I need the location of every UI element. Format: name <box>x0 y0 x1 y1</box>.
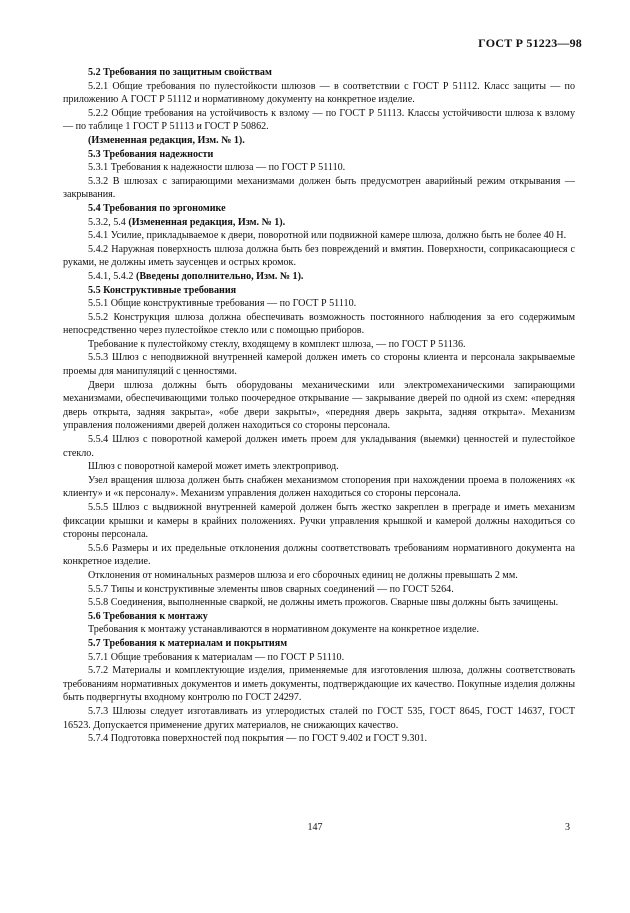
amendment-text: (Введены дополнительно, Изм. № 1). <box>135 270 304 282</box>
section-heading: 5.4 Требования по эргономике <box>88 202 226 214</box>
paragraph: 5.7.1 Общие требования к материалам — по ГОСТ Р 51110. <box>88 651 345 663</box>
amendment-note: (Измененная редакция, Изм. № 1). <box>88 134 245 146</box>
paragraph: 5.5.6 Размеры и их предельные отклонения должны соответствовать требованиям нормативного документа на конкретное изделие. <box>63 542 575 568</box>
paragraph: 5.5.7 Типы и конструктивные элементы швов сварных соединений — по ГОСТ 5264. <box>88 583 454 595</box>
clause-refs: 5.4.1, 5.4.2 <box>88 270 136 282</box>
paragraph: 5.5.3 Шлюз с неподвижной внутренней камерой должен иметь со стороны клиента и персонала закрываемые проемы для манипуляций с ценностями. <box>63 352 575 378</box>
paragraph: Узел вращения шлюза должен быть снабжен механизмом стопорения при нахождении проема в положениях «к клиенту» и «к персоналу». Механизм управления должен находиться со стороны персонала. <box>63 474 575 500</box>
section-heading: 5.3 Требования надежности <box>88 148 214 160</box>
paragraph: Шлюз с поворотной камерой может иметь электропривод. <box>88 461 339 473</box>
paragraph: Двери шлюза должны быть оборудованы механическими или электромеханическими запирающими механизмами, обеспечивающими только поочередное открывание — закрывание дверей по одной из схем: «передняя дверь открыта, задняя закрыта», «обе двери закрыты», «передняя дверь закрыта, задняя открыта». Механизм управления положениями дверей должен находиться со стороны персонала. <box>63 379 575 432</box>
page-number: 147 <box>307 822 323 833</box>
section-heading: 5.7 Требования к материалам и покрытиям <box>88 637 288 649</box>
paragraph: Отклонения от номинальных размеров шлюза и его сборочных единиц не должны превышать 2 мм. <box>88 569 518 581</box>
paragraph: 5.5.1 Общие конструктивные требования — по ГОСТ Р 51110. <box>88 298 357 310</box>
section-heading: 5.5 Конструктивные требования <box>88 284 237 296</box>
sheet-number: 3 <box>565 822 570 833</box>
paragraph: 5.2.1 Общие требования по пулестойкости шлюзов — в соответствии с ГОСТ Р 51112. Класс защиты — по приложению А ГОСТ Р 51112 и нормативному документу на конкретное изделие. <box>63 80 575 106</box>
section-heading: 5.6 Требования к монтажу <box>88 610 208 622</box>
document-body <box>63 66 575 746</box>
paragraph: 5.5.8 Соединения, выполненные сваркой, не должны иметь прожогов. Сварные швы должны быть зачищены. <box>88 597 559 609</box>
amendment-note <box>63 216 575 230</box>
amendment-text: (Измененная редакция, Изм. № 1). <box>128 216 286 228</box>
paragraph: 5.4.1 Усилие, прикладываемое к двери, поворотной или подвижной камере шлюза, должно быть не более 40 Н. <box>88 230 567 242</box>
amendment-note <box>63 270 575 284</box>
paragraph: Требование к пулестойкому стеклу, входящему в комплект шлюза, — по ГОСТ Р 51136. <box>88 338 466 350</box>
paragraph: 5.7.4 Подготовка поверхностей под покрытия — по ГОСТ 9.402 и ГОСТ 9.301. <box>88 733 428 745</box>
paragraph: 5.5.2 Конструкция шлюза должна обеспечивать возможность постоянного наблюдения за его содержимым непосредственно через пулестойкое стекло или с помощью приборов. <box>63 311 575 337</box>
paragraph: 5.5.5 Шлюз с выдвижной внутренней камерой должен быть жестко закреплен в преграде и иметь механизм фиксации крышки и камеры в крайних положениях. Ручки управления крышкой и камерой должны находиться со стороны персонала. <box>63 502 575 541</box>
paragraph: Требования к монтажу устанавливаются в нормативном документе на конкретное изделие. <box>88 624 479 636</box>
paragraph: 5.7.2 Материалы и комплектующие изделия, применяемые для изготовления шлюза, должны соответствовать требованиям нормативных документов и иметь документы, подтверждающие их качество. Покупные изделия должны быть подвергнуты входному контролю по ГОСТ 24297. <box>63 665 575 704</box>
clause-refs: 5.3.2, 5.4 <box>88 216 129 228</box>
section-heading: 5.2 Требования по защитным свойствам <box>88 67 272 78</box>
paragraph: 5.5.4 Шлюз с поворотной камерой должен иметь проем для укладывания (выемки) ценностей и пулестойкое стекло. <box>63 434 575 459</box>
paragraph: 5.3.1 Требования к надежности шлюза — по ГОСТ Р 51110. <box>88 162 346 174</box>
paragraph: 5.4.2 Наружная поверхность шлюза должна быть без повреждений и вмятин. Поверхности, соприкасающиеся с руками, не должны иметь заусенцев и острых кромок. <box>63 243 575 269</box>
paragraph: 5.2.2 Общие требования на устойчивость к взлому — по ГОСТ Р 51113. Классы устойчивости шлюза к взлому — по таблице 1 ГОСТ Р 51113 и ГОСТ Р 50862. <box>63 107 575 133</box>
paragraph: 5.3.2 В шлюзах с запирающими механизмами должен быть предусмотрен аварийный режим открывания — закрывания. <box>63 175 575 201</box>
standard-header: ГОСТ Р 51223—98 <box>478 36 582 50</box>
paragraph: 5.7.3 Шлюзы следует изготавливать из углеродистых сталей по ГОСТ 535, ГОСТ 8645, ГОСТ 14637, ГОСТ 16523. Допускается применение других материалов, не снижающих качество. <box>63 705 575 731</box>
